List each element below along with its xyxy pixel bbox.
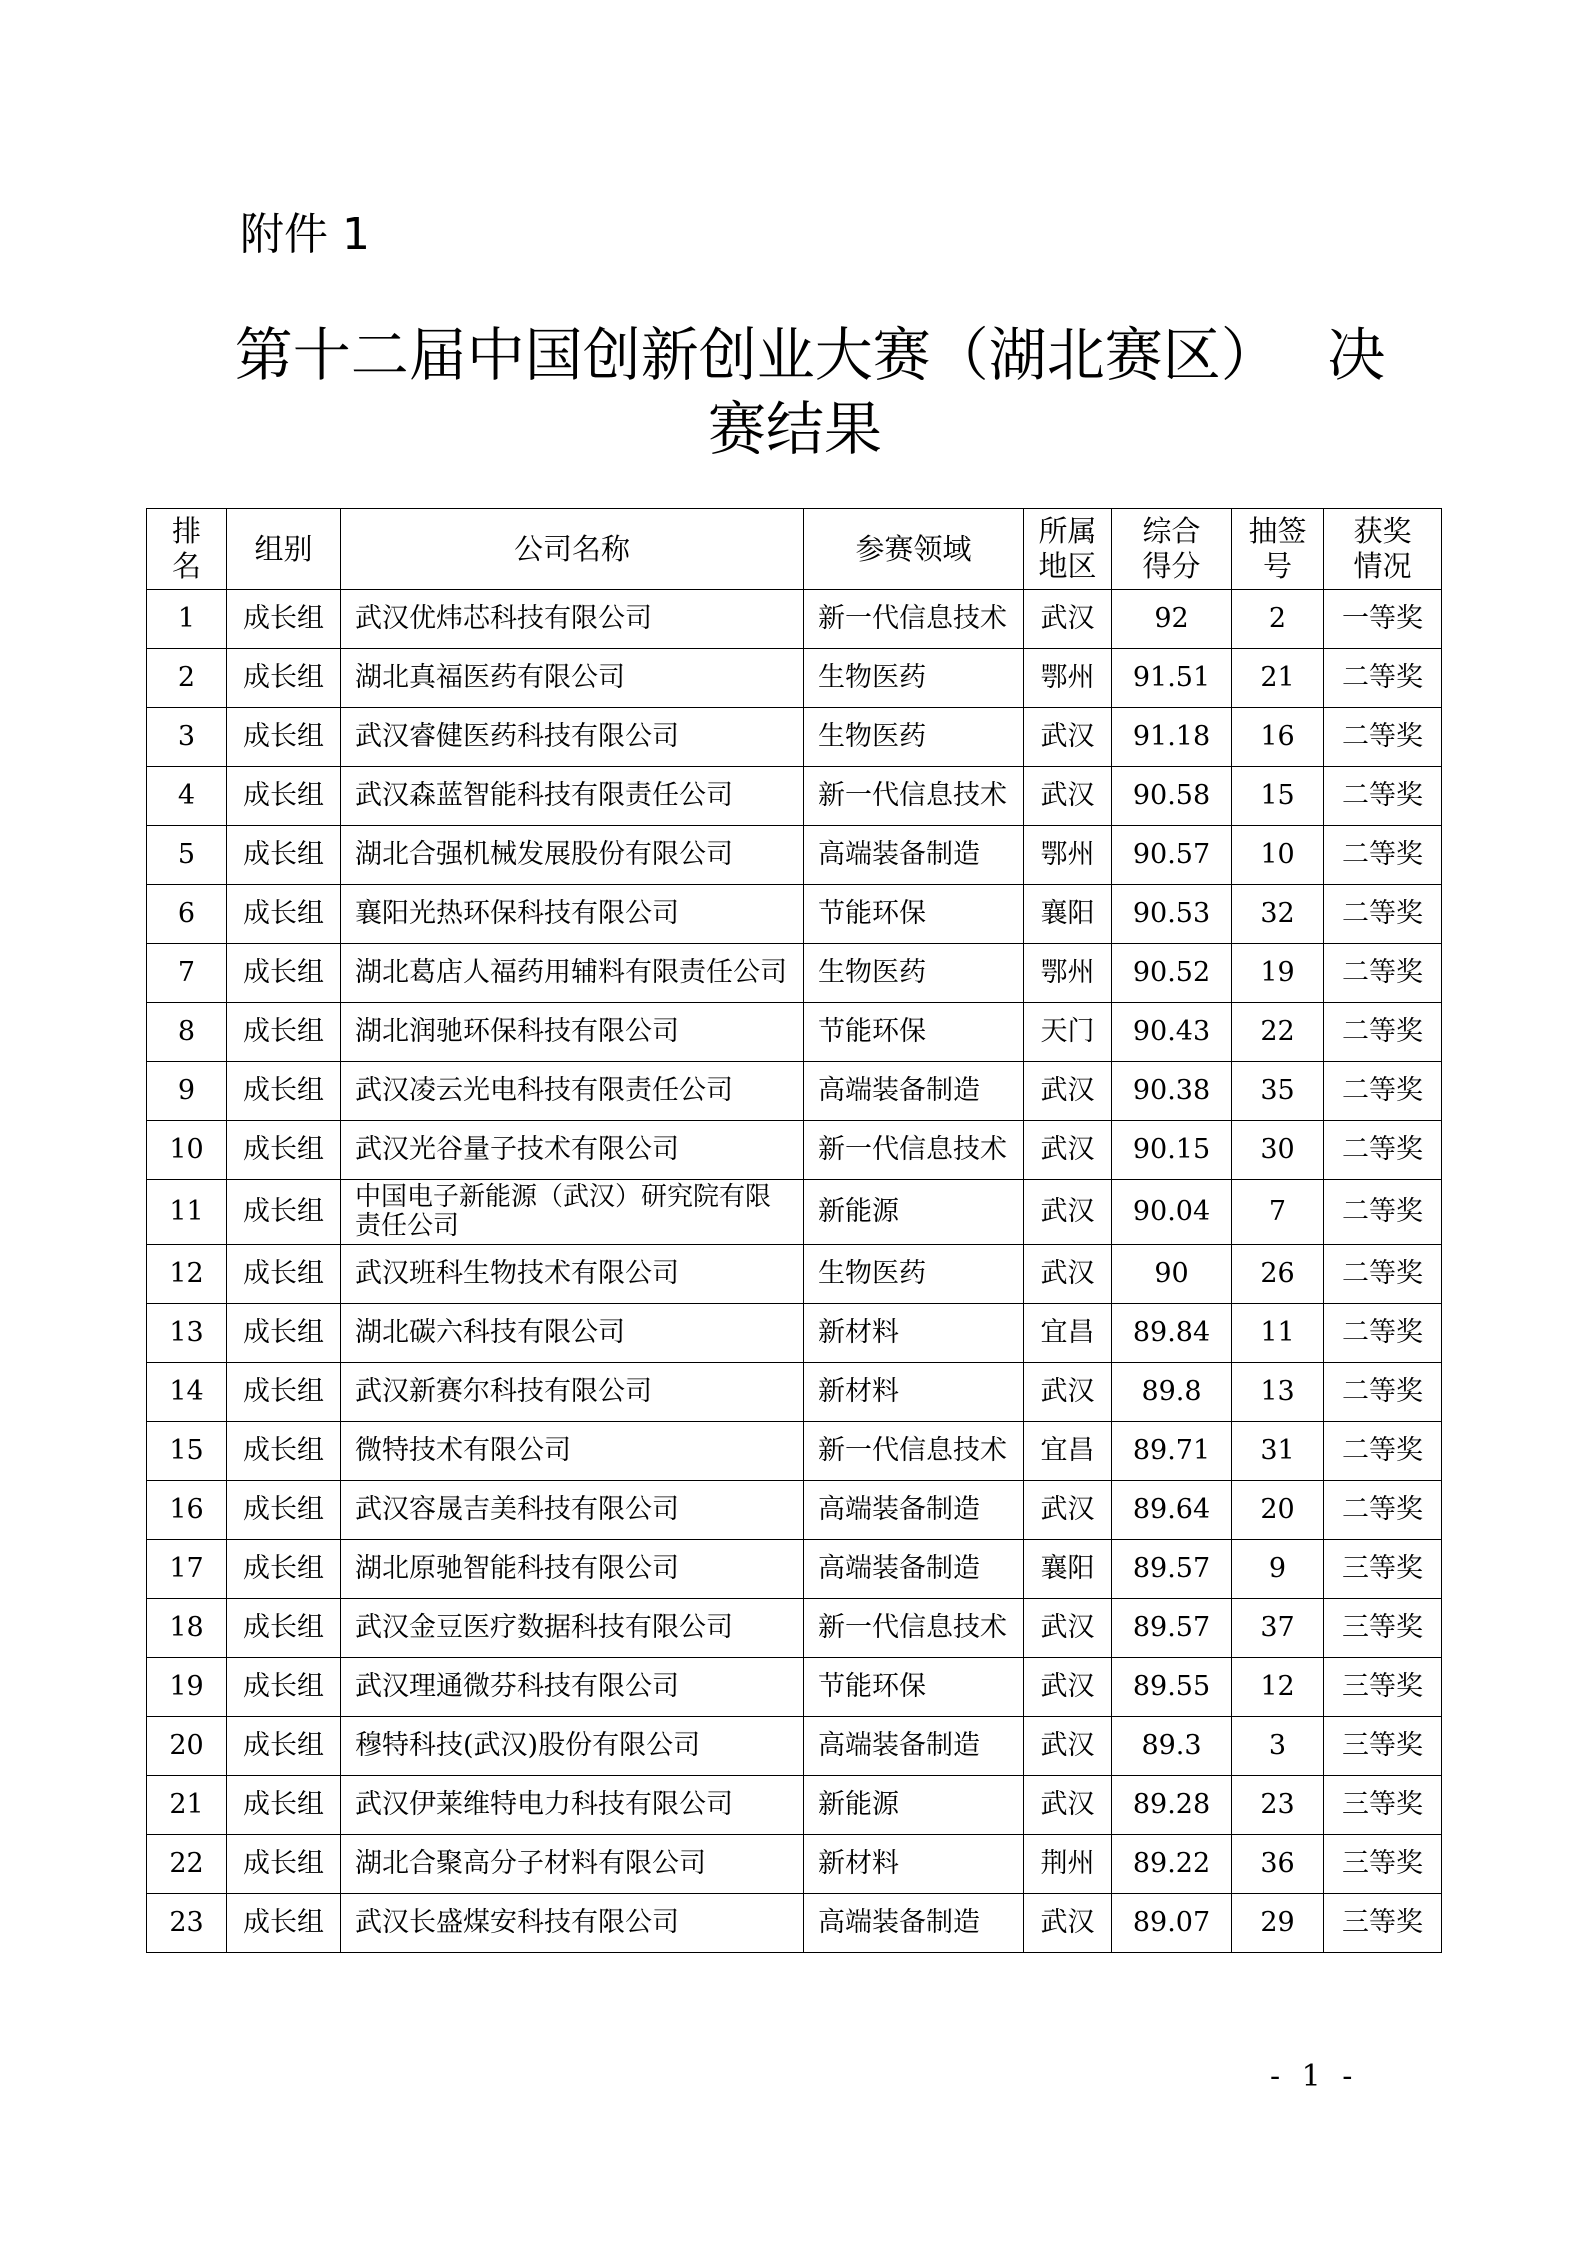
cell-award: 二等奖	[1324, 1121, 1442, 1180]
cell-region: 鄂州	[1024, 649, 1112, 708]
cell-rank: 10	[147, 1121, 227, 1180]
cell-award: 三等奖	[1324, 1599, 1442, 1658]
cell-award: 二等奖	[1324, 1062, 1442, 1121]
cell-region: 宜昌	[1024, 1304, 1112, 1363]
cell-rank: 8	[147, 1003, 227, 1062]
cell-group: 成长组	[227, 1894, 341, 1953]
cell-draw: 26	[1232, 1245, 1324, 1304]
cell-field: 新能源	[804, 1776, 1024, 1835]
header-rank-line-1: 排	[171, 514, 201, 548]
cell-company: 武汉容晟吉美科技有限公司	[341, 1481, 804, 1540]
cell-region: 武汉	[1024, 1180, 1112, 1245]
header-award-line-2: 情况	[1353, 549, 1412, 583]
cell-award: 三等奖	[1324, 1540, 1442, 1599]
header-draw-line-2: 号	[1262, 549, 1292, 583]
cell-score: 91.18	[1112, 708, 1232, 767]
cell-group: 成长组	[227, 1304, 341, 1363]
cell-group: 成长组	[227, 649, 341, 708]
cell-rank: 3	[147, 708, 227, 767]
cell-rank: 12	[147, 1245, 227, 1304]
header-score-line-2: 得分	[1142, 549, 1201, 583]
table-row	[147, 1121, 1442, 1180]
cell-region: 武汉	[1024, 1481, 1112, 1540]
header-region-line-2: 地区	[1038, 549, 1097, 583]
cell-rank: 13	[147, 1304, 227, 1363]
cell-region: 武汉	[1024, 1062, 1112, 1121]
cell-region: 襄阳	[1024, 885, 1112, 944]
table-row	[147, 1894, 1442, 1953]
cell-draw: 10	[1232, 826, 1324, 885]
cell-company: 湖北合聚高分子材料有限公司	[341, 1835, 804, 1894]
cell-draw: 3	[1232, 1717, 1324, 1776]
cell-draw: 29	[1232, 1894, 1324, 1953]
cell-group: 成长组	[227, 1776, 341, 1835]
cell-group: 成长组	[227, 1121, 341, 1180]
header-region	[1024, 509, 1112, 590]
cell-draw: 15	[1232, 767, 1324, 826]
cell-score: 89.71	[1112, 1422, 1232, 1481]
cell-award: 三等奖	[1324, 1835, 1442, 1894]
header-field-label: 参赛领域	[855, 531, 972, 566]
cell-field: 节能环保	[804, 1658, 1024, 1717]
cell-group: 成长组	[227, 708, 341, 767]
table-row	[147, 1776, 1442, 1835]
cell-region: 武汉	[1024, 708, 1112, 767]
cell-region: 荆州	[1024, 1835, 1112, 1894]
cell-score: 90.57	[1112, 826, 1232, 885]
cell-group: 成长组	[227, 1658, 341, 1717]
title-line-2: 赛结果	[707, 395, 882, 463]
title-line-1: 第十二届中国创新创业大赛（湖北赛区） 决	[234, 321, 1386, 389]
cell-field: 新一代信息技术	[804, 1599, 1024, 1658]
cell-group: 成长组	[227, 1599, 341, 1658]
cell-field: 新一代信息技术	[804, 1422, 1024, 1481]
cell-score: 89.8	[1112, 1363, 1232, 1422]
cell-rank: 7	[147, 944, 227, 1003]
table-row	[147, 1835, 1442, 1894]
cell-group: 成长组	[227, 1245, 341, 1304]
cell-award: 三等奖	[1324, 1776, 1442, 1835]
cell-field: 高端装备制造	[804, 1717, 1024, 1776]
cell-award: 二等奖	[1324, 1422, 1442, 1481]
cell-company: 武汉班科生物技术有限公司	[341, 1245, 804, 1304]
cell-score: 89.57	[1112, 1599, 1232, 1658]
cell-group: 成长组	[227, 826, 341, 885]
cell-draw: 2	[1232, 590, 1324, 649]
cell-score: 89.55	[1112, 1658, 1232, 1717]
cell-draw: 31	[1232, 1422, 1324, 1481]
cell-group: 成长组	[227, 1540, 341, 1599]
cell-company: 武汉睿健医药科技有限公司	[341, 708, 804, 767]
header-score	[1112, 509, 1232, 590]
cell-award: 二等奖	[1324, 1304, 1442, 1363]
cell-rank: 18	[147, 1599, 227, 1658]
cell-draw: 32	[1232, 885, 1324, 944]
header-rank	[147, 509, 227, 590]
cell-field: 生物医药	[804, 649, 1024, 708]
cell-award: 二等奖	[1324, 1003, 1442, 1062]
cell-score: 89.57	[1112, 1540, 1232, 1599]
cell-award: 三等奖	[1324, 1658, 1442, 1717]
cell-company: 穆特科技(武汉)股份有限公司	[341, 1717, 804, 1776]
table-row	[147, 1717, 1442, 1776]
cell-score: 89.84	[1112, 1304, 1232, 1363]
cell-award: 二等奖	[1324, 1180, 1442, 1245]
cell-company: 武汉理通微芬科技有限公司	[341, 1658, 804, 1717]
cell-rank: 17	[147, 1540, 227, 1599]
cell-draw: 36	[1232, 1835, 1324, 1894]
cell-draw: 37	[1232, 1599, 1324, 1658]
cell-draw: 30	[1232, 1121, 1324, 1180]
table-row	[147, 1003, 1442, 1062]
cell-rank: 4	[147, 767, 227, 826]
cell-award: 三等奖	[1324, 1894, 1442, 1953]
cell-award: 二等奖	[1324, 767, 1442, 826]
attachment-label: 附件 1	[240, 209, 370, 260]
cell-region: 武汉	[1024, 1717, 1112, 1776]
header-company	[341, 509, 804, 590]
cell-draw: 9	[1232, 1540, 1324, 1599]
cell-company: 湖北润驰环保科技有限公司	[341, 1003, 804, 1062]
table-row	[147, 826, 1442, 885]
cell-rank: 14	[147, 1363, 227, 1422]
cell-field: 节能环保	[804, 885, 1024, 944]
cell-rank: 9	[147, 1062, 227, 1121]
cell-score: 90.43	[1112, 1003, 1232, 1062]
results-table	[146, 508, 1442, 1953]
table-row	[147, 1180, 1442, 1245]
cell-field: 新一代信息技术	[804, 1121, 1024, 1180]
table-row	[147, 1540, 1442, 1599]
table-row	[147, 767, 1442, 826]
cell-score: 89.07	[1112, 1894, 1232, 1953]
cell-rank: 19	[147, 1658, 227, 1717]
cell-field: 高端装备制造	[804, 1894, 1024, 1953]
cell-region: 襄阳	[1024, 1540, 1112, 1599]
cell-company: 襄阳光热环保科技有限公司	[341, 885, 804, 944]
cell-region: 鄂州	[1024, 826, 1112, 885]
cell-score: 90.04	[1112, 1180, 1232, 1245]
document-title	[150, 318, 1440, 466]
cell-award: 二等奖	[1324, 708, 1442, 767]
cell-group: 成长组	[227, 590, 341, 649]
cell-region: 天门	[1024, 1003, 1112, 1062]
cell-company: 中国电子新能源（武汉）研究院有限责任公司	[341, 1180, 804, 1245]
cell-field: 新材料	[804, 1304, 1024, 1363]
cell-score: 89.22	[1112, 1835, 1232, 1894]
cell-company: 湖北合强机械发展股份有限公司	[341, 826, 804, 885]
cell-award: 三等奖	[1324, 1717, 1442, 1776]
cell-draw: 12	[1232, 1658, 1324, 1717]
cell-group: 成长组	[227, 767, 341, 826]
header-award-line-1: 获奖	[1353, 514, 1412, 548]
cell-draw: 19	[1232, 944, 1324, 1003]
cell-region: 武汉	[1024, 1363, 1112, 1422]
table-row	[147, 885, 1442, 944]
cell-draw: 20	[1232, 1481, 1324, 1540]
cell-score: 90.53	[1112, 885, 1232, 944]
cell-draw: 11	[1232, 1304, 1324, 1363]
cell-group: 成长组	[227, 1422, 341, 1481]
cell-company: 武汉伊莱维特电力科技有限公司	[341, 1776, 804, 1835]
cell-draw: 35	[1232, 1062, 1324, 1121]
cell-company: 武汉森蓝智能科技有限责任公司	[341, 767, 804, 826]
cell-rank: 15	[147, 1422, 227, 1481]
cell-field: 高端装备制造	[804, 1540, 1024, 1599]
cell-company: 湖北碳六科技有限公司	[341, 1304, 804, 1363]
cell-draw: 21	[1232, 649, 1324, 708]
table-row	[147, 1481, 1442, 1540]
cell-group: 成长组	[227, 1481, 341, 1540]
cell-group: 成长组	[227, 1835, 341, 1894]
cell-award: 二等奖	[1324, 885, 1442, 944]
cell-score: 89.3	[1112, 1717, 1232, 1776]
cell-score: 90.15	[1112, 1121, 1232, 1180]
cell-group: 成长组	[227, 1180, 341, 1245]
cell-draw: 23	[1232, 1776, 1324, 1835]
cell-company: 武汉光谷量子技术有限公司	[341, 1121, 804, 1180]
table-row	[147, 1422, 1442, 1481]
cell-company: 微特技术有限公司	[341, 1422, 804, 1481]
table-row	[147, 1245, 1442, 1304]
cell-rank: 22	[147, 1835, 227, 1894]
cell-region: 宜昌	[1024, 1422, 1112, 1481]
cell-group: 成长组	[227, 1717, 341, 1776]
cell-rank: 2	[147, 649, 227, 708]
cell-score: 90.52	[1112, 944, 1232, 1003]
cell-region: 武汉	[1024, 1599, 1112, 1658]
cell-region: 武汉	[1024, 590, 1112, 649]
table-row	[147, 708, 1442, 767]
cell-field: 生物医药	[804, 708, 1024, 767]
cell-company: 武汉金豆医疗数据科技有限公司	[341, 1599, 804, 1658]
cell-field: 新一代信息技术	[804, 590, 1024, 649]
header-company-label: 公司名称	[513, 531, 630, 566]
cell-region: 武汉	[1024, 1776, 1112, 1835]
cell-group: 成长组	[227, 1363, 341, 1422]
cell-region: 武汉	[1024, 1121, 1112, 1180]
table-header-row	[147, 509, 1442, 590]
cell-rank: 20	[147, 1717, 227, 1776]
cell-rank: 21	[147, 1776, 227, 1835]
cell-award: 二等奖	[1324, 944, 1442, 1003]
cell-award: 二等奖	[1324, 1481, 1442, 1540]
cell-region: 武汉	[1024, 1245, 1112, 1304]
cell-award: 二等奖	[1324, 1245, 1442, 1304]
cell-field: 高端装备制造	[804, 1062, 1024, 1121]
cell-rank: 6	[147, 885, 227, 944]
cell-field: 高端装备制造	[804, 826, 1024, 885]
cell-field: 新一代信息技术	[804, 767, 1024, 826]
cell-group: 成长组	[227, 1062, 341, 1121]
cell-score: 90.58	[1112, 767, 1232, 826]
cell-award: 一等奖	[1324, 590, 1442, 649]
cell-field: 高端装备制造	[804, 1481, 1024, 1540]
cell-group: 成长组	[227, 885, 341, 944]
table-row	[147, 649, 1442, 708]
cell-rank: 1	[147, 590, 227, 649]
table-row	[147, 1304, 1442, 1363]
cell-field: 生物医药	[804, 1245, 1024, 1304]
cell-score: 90.38	[1112, 1062, 1232, 1121]
header-draw	[1232, 509, 1324, 590]
header-draw-line-1: 抽签	[1248, 514, 1307, 548]
page-number: - 1 -	[1270, 2059, 1359, 2094]
header-award	[1324, 509, 1442, 590]
cell-rank: 5	[147, 826, 227, 885]
table-row	[147, 1062, 1442, 1121]
cell-score: 92	[1112, 590, 1232, 649]
cell-score: 90	[1112, 1245, 1232, 1304]
table-row	[147, 1599, 1442, 1658]
cell-rank: 11	[147, 1180, 227, 1245]
cell-company: 武汉长盛煤安科技有限公司	[341, 1894, 804, 1953]
cell-award: 二等奖	[1324, 649, 1442, 708]
table-row	[147, 590, 1442, 649]
cell-region: 武汉	[1024, 1894, 1112, 1953]
cell-region: 武汉	[1024, 1658, 1112, 1717]
cell-award: 二等奖	[1324, 1363, 1442, 1422]
cell-field: 新能源	[804, 1180, 1024, 1245]
cell-region: 鄂州	[1024, 944, 1112, 1003]
header-region-line-1: 所属	[1038, 514, 1097, 548]
header-rank-line-2: 名	[171, 549, 201, 583]
cell-field: 新材料	[804, 1835, 1024, 1894]
cell-company: 湖北葛店人福药用辅料有限责任公司	[341, 944, 804, 1003]
cell-score: 91.51	[1112, 649, 1232, 708]
cell-company: 湖北真福医药有限公司	[341, 649, 804, 708]
table-row	[147, 944, 1442, 1003]
cell-company: 武汉凌云光电科技有限责任公司	[341, 1062, 804, 1121]
cell-score: 89.28	[1112, 1776, 1232, 1835]
table-row	[147, 1363, 1442, 1422]
header-score-line-1: 综合	[1142, 514, 1201, 548]
cell-company: 武汉新赛尔科技有限公司	[341, 1363, 804, 1422]
cell-award: 二等奖	[1324, 826, 1442, 885]
cell-rank: 23	[147, 1894, 227, 1953]
cell-score: 89.64	[1112, 1481, 1232, 1540]
header-group	[227, 509, 341, 590]
header-group-label: 组别	[254, 531, 313, 566]
cell-draw: 13	[1232, 1363, 1324, 1422]
cell-draw: 16	[1232, 708, 1324, 767]
table-row	[147, 1658, 1442, 1717]
cell-draw: 7	[1232, 1180, 1324, 1245]
header-field	[804, 509, 1024, 590]
cell-field: 生物医药	[804, 944, 1024, 1003]
cell-group: 成长组	[227, 1003, 341, 1062]
cell-field: 节能环保	[804, 1003, 1024, 1062]
cell-company: 湖北原驰智能科技有限公司	[341, 1540, 804, 1599]
cell-group: 成长组	[227, 944, 341, 1003]
cell-field: 新材料	[804, 1363, 1024, 1422]
cell-region: 武汉	[1024, 767, 1112, 826]
cell-company: 武汉优炜芯科技有限公司	[341, 590, 804, 649]
cell-draw: 22	[1232, 1003, 1324, 1062]
results-table-body	[147, 590, 1442, 1953]
cell-rank: 16	[147, 1481, 227, 1540]
